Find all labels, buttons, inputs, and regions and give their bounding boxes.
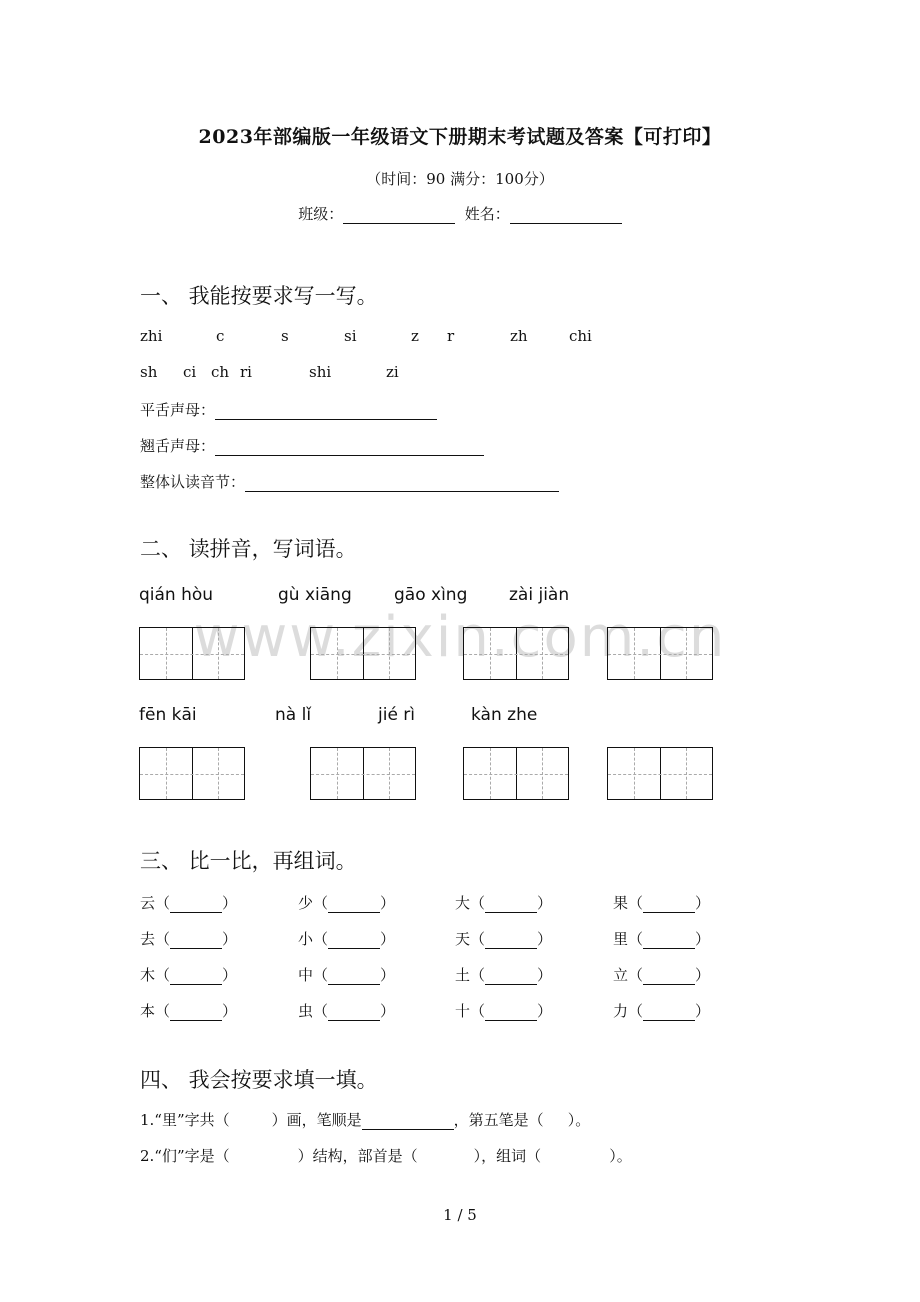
close-paren: ） [222,966,238,984]
compare-char: 中 [298,966,314,984]
open-paren: （ [155,894,171,912]
open-paren: （ [628,1002,644,1020]
close-paren: ） [695,1002,711,1020]
close-paren: ） [537,894,553,912]
class-name-line [0,203,920,224]
tianzige-box[interactable] [310,627,416,680]
compare-word-blank[interactable] [170,933,222,949]
open-paren: （ [470,930,486,948]
word-pinyin: qián hòu [139,585,214,605]
retroflex-label: 翘舌声母： [140,437,216,455]
pinyin-row2-item: ri [240,363,252,381]
pinyin-row2-item: ci [183,363,197,381]
compare-item [613,928,710,949]
compare-item [455,1000,552,1021]
pinyin-row2-item: ch [211,363,230,381]
word-pinyin: gù xiāng [278,585,352,605]
compare-word-blank[interactable] [170,969,222,985]
compare-char: 土 [455,966,471,984]
section1-heading: 一、 我能按要求写一写。 [140,284,378,308]
retroflex-blank[interactable] [215,439,484,456]
compare-word-blank[interactable] [328,897,380,913]
q2-part-c: ），组词（ [473,1147,542,1165]
whole-syllable-label: 整体认读音节： [140,473,246,491]
pinyin-row1-item: chi [569,327,592,345]
tianzige-box[interactable] [310,747,416,800]
close-paren: ） [537,1002,553,1020]
pinyin-row1-item: s [281,327,289,345]
exam-time-score: （时间：90 满分：100分） [366,170,554,188]
compare-item [298,928,395,949]
compare-word-blank[interactable] [328,969,380,985]
pinyin-row1-item: r [447,327,455,345]
compare-char: 力 [613,1002,629,1020]
tianzige-box[interactable] [139,747,245,800]
q1-stroke-order-blank[interactable] [362,1114,454,1130]
compare-char: 果 [613,894,629,912]
section3-heading: 三、 比一比，再组词。 [140,849,357,873]
q2-part-b: ）结构，部首是（ [297,1147,418,1165]
open-paren: （ [470,966,486,984]
compare-char: 去 [140,930,156,948]
tianzige-box[interactable] [607,627,713,680]
compare-word-blank[interactable] [643,933,695,949]
pinyin-row1-item: zh [510,327,528,345]
compare-char: 虫 [298,1002,314,1020]
whole-syllable-blank[interactable] [245,475,559,492]
section4-heading: 四、 我会按要求填一填。 [140,1068,378,1092]
compare-word-blank[interactable] [643,1005,695,1021]
tianzige-box[interactable] [463,627,569,680]
compare-word-blank[interactable] [485,1005,537,1021]
compare-item [455,964,552,985]
page-title: 2023年部编版一年级语文下册期末考试题及答案【可打印】 [198,126,722,148]
compare-char: 小 [298,930,314,948]
word-pinyin: jié rì [378,705,416,725]
open-paren: （ [470,894,486,912]
close-paren: ） [695,930,711,948]
compare-item [298,892,395,913]
compare-char: 云 [140,894,156,912]
compare-word-blank[interactable] [485,897,537,913]
close-paren: ） [380,930,396,948]
pinyin-row2-item: sh [140,363,158,381]
tianzige-box[interactable] [463,747,569,800]
word-pinyin: gāo xìng [394,585,468,605]
compare-word-blank[interactable] [328,1005,380,1021]
compare-item [140,928,237,949]
tianzige-box[interactable] [607,747,713,800]
compare-char: 里 [613,930,629,948]
open-paren: （ [628,966,644,984]
question-2 [140,1145,632,1166]
page-number: 1 / 5 [443,1206,477,1224]
compare-char: 立 [613,966,629,984]
q2-part-a: 2.“们”字是（ [140,1147,230,1165]
word-pinyin: zài jiàn [509,585,570,605]
close-paren: ） [695,966,711,984]
compare-item [613,892,710,913]
compare-item [613,964,710,985]
close-paren: ） [222,894,238,912]
compare-char: 本 [140,1002,156,1020]
name-label: 姓名： [464,205,510,223]
compare-char: 天 [455,930,471,948]
compare-char: 木 [140,966,156,984]
pinyin-row1-item: zhi [140,327,163,345]
flat-tongue-line [140,399,437,420]
close-paren: ） [222,1002,238,1020]
word-pinyin: kàn zhe [471,705,538,725]
watermark: www.zixin.com.cn [193,605,727,670]
close-paren: ） [380,966,396,984]
q1-part-d: ）。 [567,1111,591,1129]
close-paren: ） [222,930,238,948]
whole-syllable-line [140,471,559,492]
compare-item [298,1000,395,1021]
close-paren: ） [695,894,711,912]
compare-char: 大 [455,894,471,912]
retroflex-line [140,435,484,456]
open-paren: （ [313,1002,329,1020]
compare-word-blank[interactable] [170,897,222,913]
compare-item [455,928,552,949]
open-paren: （ [470,1002,486,1020]
compare-item [455,892,552,913]
name-blank[interactable] [510,207,622,224]
open-paren: （ [313,930,329,948]
q1-part-c: ，第五笔是（ [453,1111,544,1129]
section2-heading: 二、 读拼音，写词语。 [140,537,357,561]
open-paren: （ [155,1002,171,1020]
close-paren: ） [537,966,553,984]
word-pinyin: nà lǐ [275,705,312,725]
compare-item [613,1000,710,1021]
close-paren: ） [537,930,553,948]
question-1 [140,1109,590,1130]
pinyin-row2-item: shi [309,363,332,381]
compare-word-blank[interactable] [643,897,695,913]
q1-part-a: 1.“里”字共（ [140,1111,230,1129]
open-paren: （ [313,966,329,984]
flat-tongue-blank[interactable] [215,403,437,420]
word-pinyin: fēn kāi [139,705,197,725]
class-label: 班级： [298,205,344,223]
compare-item [140,1000,237,1021]
pinyin-row1-item: si [344,327,357,345]
compare-word-blank[interactable] [485,933,537,949]
open-paren: （ [313,894,329,912]
open-paren: （ [628,894,644,912]
tianzige-box[interactable] [139,627,245,680]
flat-tongue-label: 平舌声母： [140,401,216,419]
class-blank[interactable] [343,207,455,224]
compare-word-blank[interactable] [643,969,695,985]
q2-part-d: ）。 [609,1147,632,1165]
compare-item [298,964,395,985]
compare-item [140,964,237,985]
compare-word-blank[interactable] [328,933,380,949]
compare-item [140,892,237,913]
close-paren: ） [380,894,396,912]
compare-char: 少 [298,894,314,912]
pinyin-row1-item: c [216,327,225,345]
compare-word-blank[interactable] [485,969,537,985]
pinyin-row1-item: z [411,327,419,345]
open-paren: （ [155,966,171,984]
open-paren: （ [628,930,644,948]
compare-char: 十 [455,1002,471,1020]
open-paren: （ [155,930,171,948]
pinyin-row2-item: zi [386,363,399,381]
close-paren: ） [380,1002,396,1020]
q1-part-b: ）画，笔顺是 [271,1111,362,1129]
compare-word-blank[interactable] [170,1005,222,1021]
